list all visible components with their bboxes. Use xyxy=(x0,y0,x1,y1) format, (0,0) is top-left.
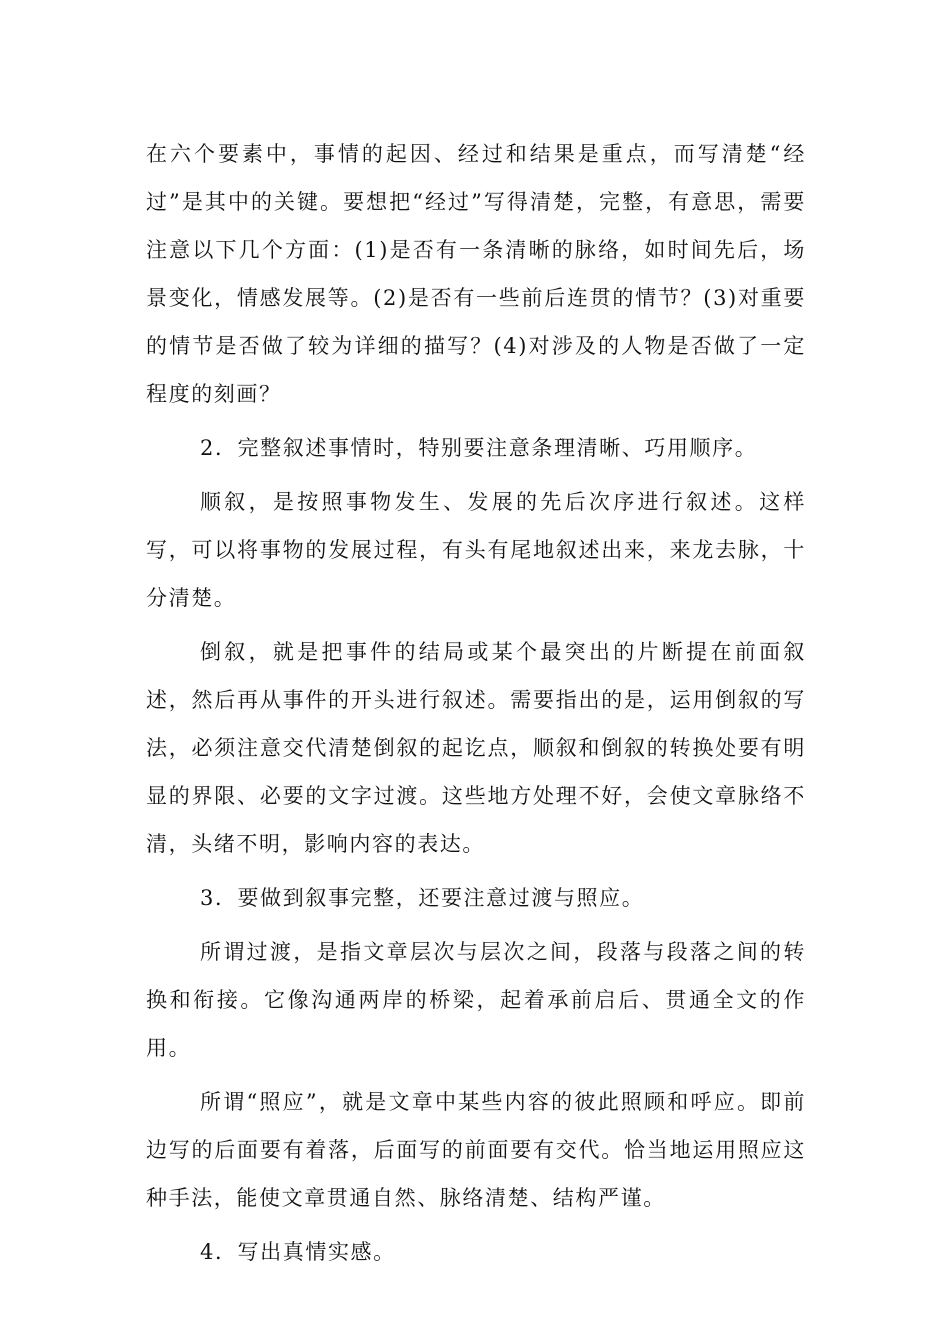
paragraph-heading-2: 2．完整叙述事情时，特别要注意条理清晰、巧用顺序。 xyxy=(200,436,758,460)
paragraph-transition: 所谓过渡，是指文章层次与层次之间，段落与段落之间的转换和衔接。它像沟通两岸的桥梁，起着承前启后、贯通全文的作用。 xyxy=(146,940,806,1060)
paragraph-echo: 所谓“照应”，就是文章中某些内容的彼此照顾和呼应。即前边写的后面要有着落，后面写的前面要有交代。恰当地运用照应这种手法，能使文章贯通自然、脉络清楚、结构严谨。 xyxy=(146,1090,806,1210)
paragraph-key-elements: 在六个要素中，事情的起因、经过和结果是重点，而写清楚“经过”是其中的关键。要想把“经过”写得清楚，完整，有意思，需要注意以下几个方面：(1)是否有一条清晰的脉络，如时间先后，场景变化，情感发展等。(2)是否有一些前后连贯的情节？(3)对重要的情节是否做了较为详细的描写？(4)对涉及的人物是否做了一定程度的刻画？ xyxy=(146,142,806,406)
document-page xyxy=(146,130,806,1276)
paragraph-flashback-narration: 倒叙，就是把事件的结局或某个最突出的片断提在前面叙述，然后再从事件的开头进行叙述。需要指出的是，运用倒叙的写法，必须注意交代清楚倒叙的起讫点，顺叙和倒叙的转换处要有明显的界限、必要的文字过渡。这些地方处理不好，会使文章脉络不清，头绪不明，影响内容的表达。 xyxy=(146,640,806,856)
paragraph-chronological-narration: 顺叙，是按照事物发生、发展的先后次序进行叙述。这样写，可以将事物的发展过程，有头有尾地叙述出来，来龙去脉，十分清楚。 xyxy=(146,490,806,610)
paragraph-heading-4: 4．写出真情实感。 xyxy=(200,1240,396,1264)
paragraph-heading-3: 3．要做到叙事完整，还要注意过渡与照应。 xyxy=(200,886,645,910)
